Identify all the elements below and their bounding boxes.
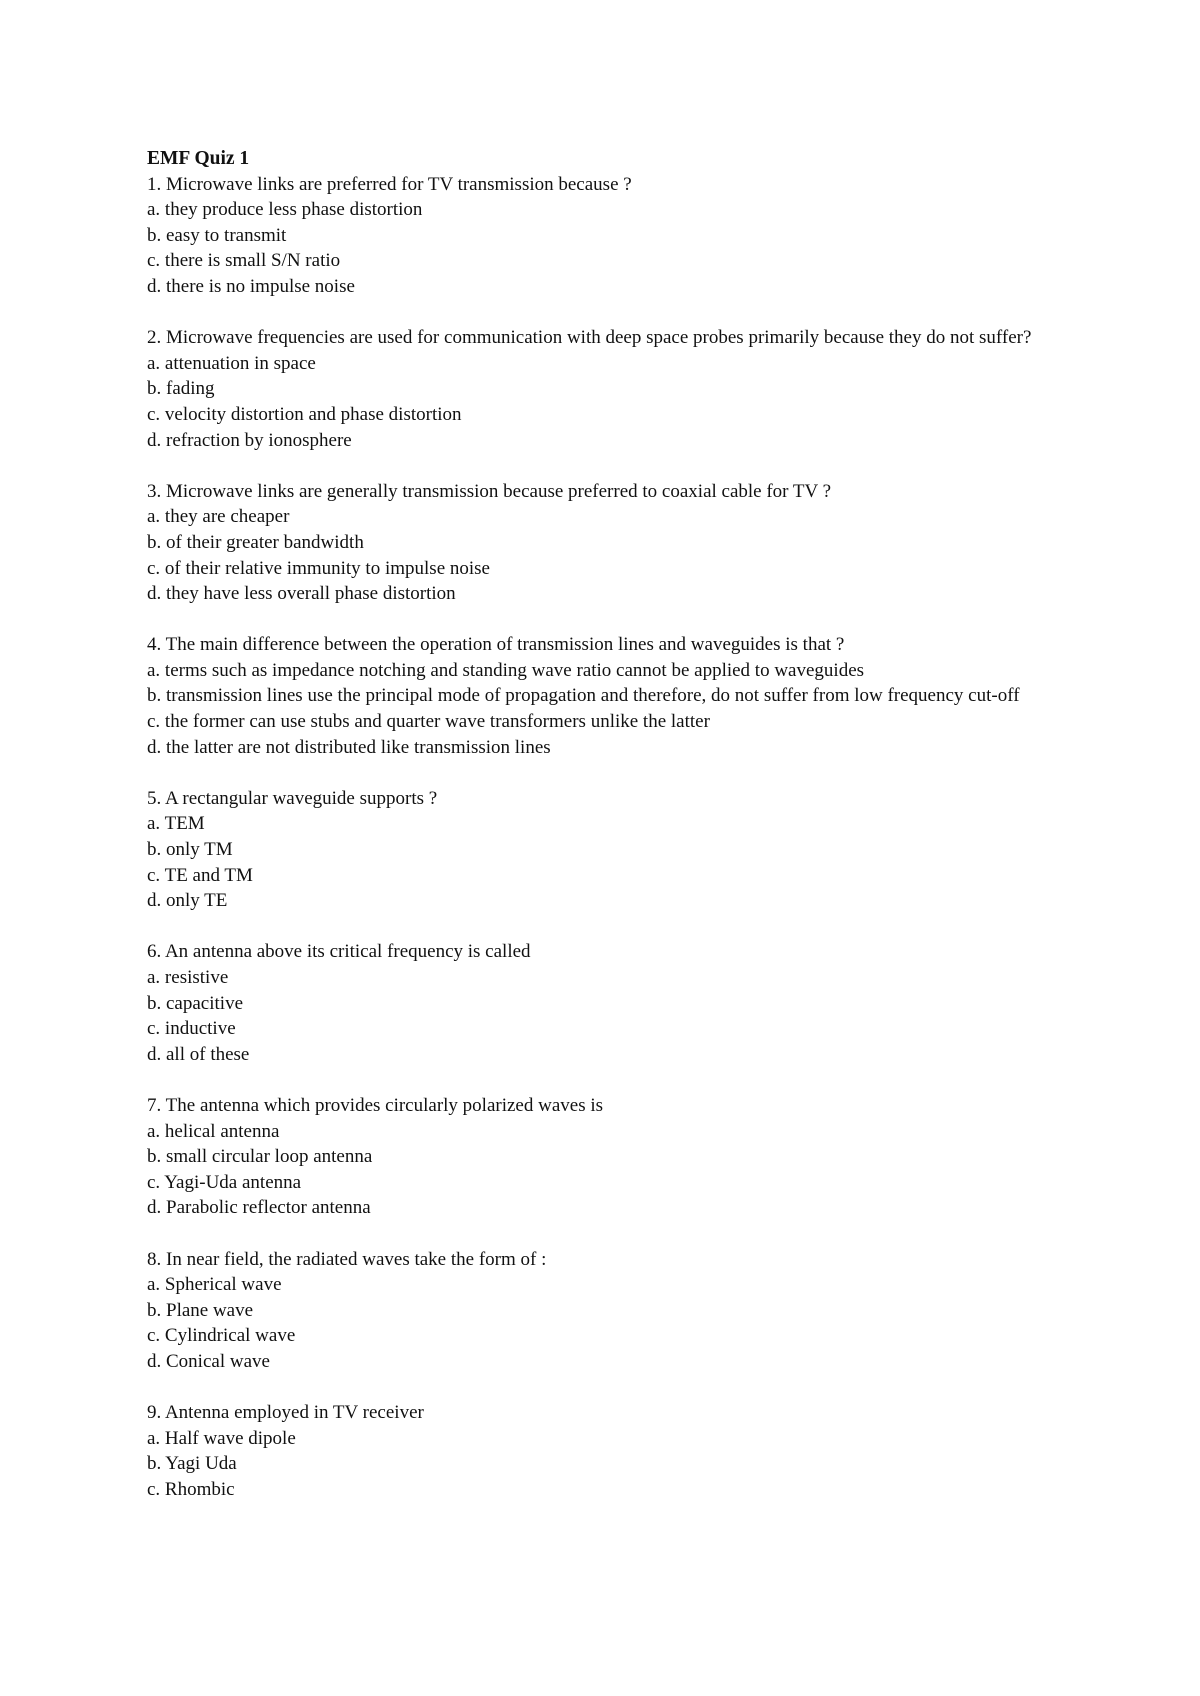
answer-option: a. they produce less phase distortion xyxy=(147,199,423,221)
answer-option: b. only TM xyxy=(147,839,233,861)
answer-option: d. only TE xyxy=(147,890,228,912)
question-text: 6. An antenna above its critical frequency is called xyxy=(147,941,531,963)
quiz-title: EMF Quiz 1 xyxy=(147,148,250,169)
answer-option: a. helical antenna xyxy=(147,1120,280,1142)
question-text: 7. The antenna which provides circularly polarized waves is xyxy=(147,1094,604,1116)
question-2 xyxy=(147,325,1067,453)
question-text: 4. The main difference between the operation of transmission lines and waveguides is that ? xyxy=(147,634,845,656)
answer-option: c. Yagi-Uda antenna xyxy=(147,1171,302,1193)
answer-option: c. of their relative immunity to impulse noise xyxy=(147,557,490,579)
answer-option: b. easy to transmit xyxy=(147,224,287,246)
answer-option: a. attenuation in space xyxy=(147,352,316,374)
question-text: 5. A rectangular waveguide supports ? xyxy=(147,787,438,809)
answer-option: a. Spherical wave xyxy=(147,1274,282,1296)
answer-option: d. the latter are not distributed like transmission lines xyxy=(147,736,551,758)
question-7 xyxy=(147,1093,1067,1221)
answer-option: c. velocity distortion and phase distortion xyxy=(147,403,462,425)
answer-option: d. refraction by ionosphere xyxy=(147,429,352,451)
document-page xyxy=(147,146,1067,1528)
question-text: 2. Microwave frequencies are used for communication with deep space probes primarily because they do not suffer? xyxy=(147,327,1032,349)
answer-option: b. transmission lines use the principal mode of propagation and therefore, do not suffer from low frequency cut-off xyxy=(147,685,1020,707)
question-5 xyxy=(147,786,1067,914)
question-4 xyxy=(147,632,1067,760)
answer-option: a. resistive xyxy=(147,967,229,988)
question-6 xyxy=(147,939,1067,1067)
answer-option: c. there is small S/N ratio xyxy=(147,250,341,272)
answer-option: c. Rhombic xyxy=(147,1478,235,1500)
answer-option: a. Half wave dipole xyxy=(147,1427,296,1449)
answer-option: c. the former can use stubs and quarter wave transformers unlike the latter xyxy=(147,711,710,733)
answer-option: c. Cylindrical wave xyxy=(147,1325,296,1347)
answer-option: d. they have less overall phase distortion xyxy=(147,583,456,605)
answer-option: d. there is no impulse noise xyxy=(147,275,355,297)
answer-option: b. fading xyxy=(147,378,215,400)
answer-option: d. all of these xyxy=(147,1043,250,1065)
answer-option: a. TEM xyxy=(147,813,205,835)
question-text: 9. Antenna employed in TV receiver xyxy=(147,1402,424,1424)
question-text: 3. Microwave links are generally transmission because preferred to coaxial cable for TV ? xyxy=(147,480,832,502)
question-8 xyxy=(147,1247,1067,1375)
answer-option: c. TE and TM xyxy=(147,864,253,886)
question-1 xyxy=(147,172,1067,300)
answer-option: b. Yagi Uda xyxy=(147,1453,237,1475)
answer-option: b. small circular loop antenna xyxy=(147,1146,373,1168)
question-text: 8. In near field, the radiated waves take the form of : xyxy=(147,1248,547,1270)
question-3 xyxy=(147,479,1067,607)
answer-option: b. Plane wave xyxy=(147,1299,254,1321)
answer-option: d. Parabolic reflector antenna xyxy=(147,1197,371,1219)
question-list xyxy=(147,172,1067,1503)
answer-option: c. inductive xyxy=(147,1018,236,1040)
answer-option: d. Conical wave xyxy=(147,1350,270,1372)
question-9 xyxy=(147,1400,1067,1502)
answer-option: a. they are cheaper xyxy=(147,506,290,528)
question-text: 1. Microwave links are preferred for TV transmission because ? xyxy=(147,173,632,195)
answer-option: a. terms such as impedance notching and standing wave ratio cannot be applied to waveguides xyxy=(147,659,865,681)
answer-option: b. capacitive xyxy=(147,992,244,1014)
answer-option: b. of their greater bandwidth xyxy=(147,531,364,553)
